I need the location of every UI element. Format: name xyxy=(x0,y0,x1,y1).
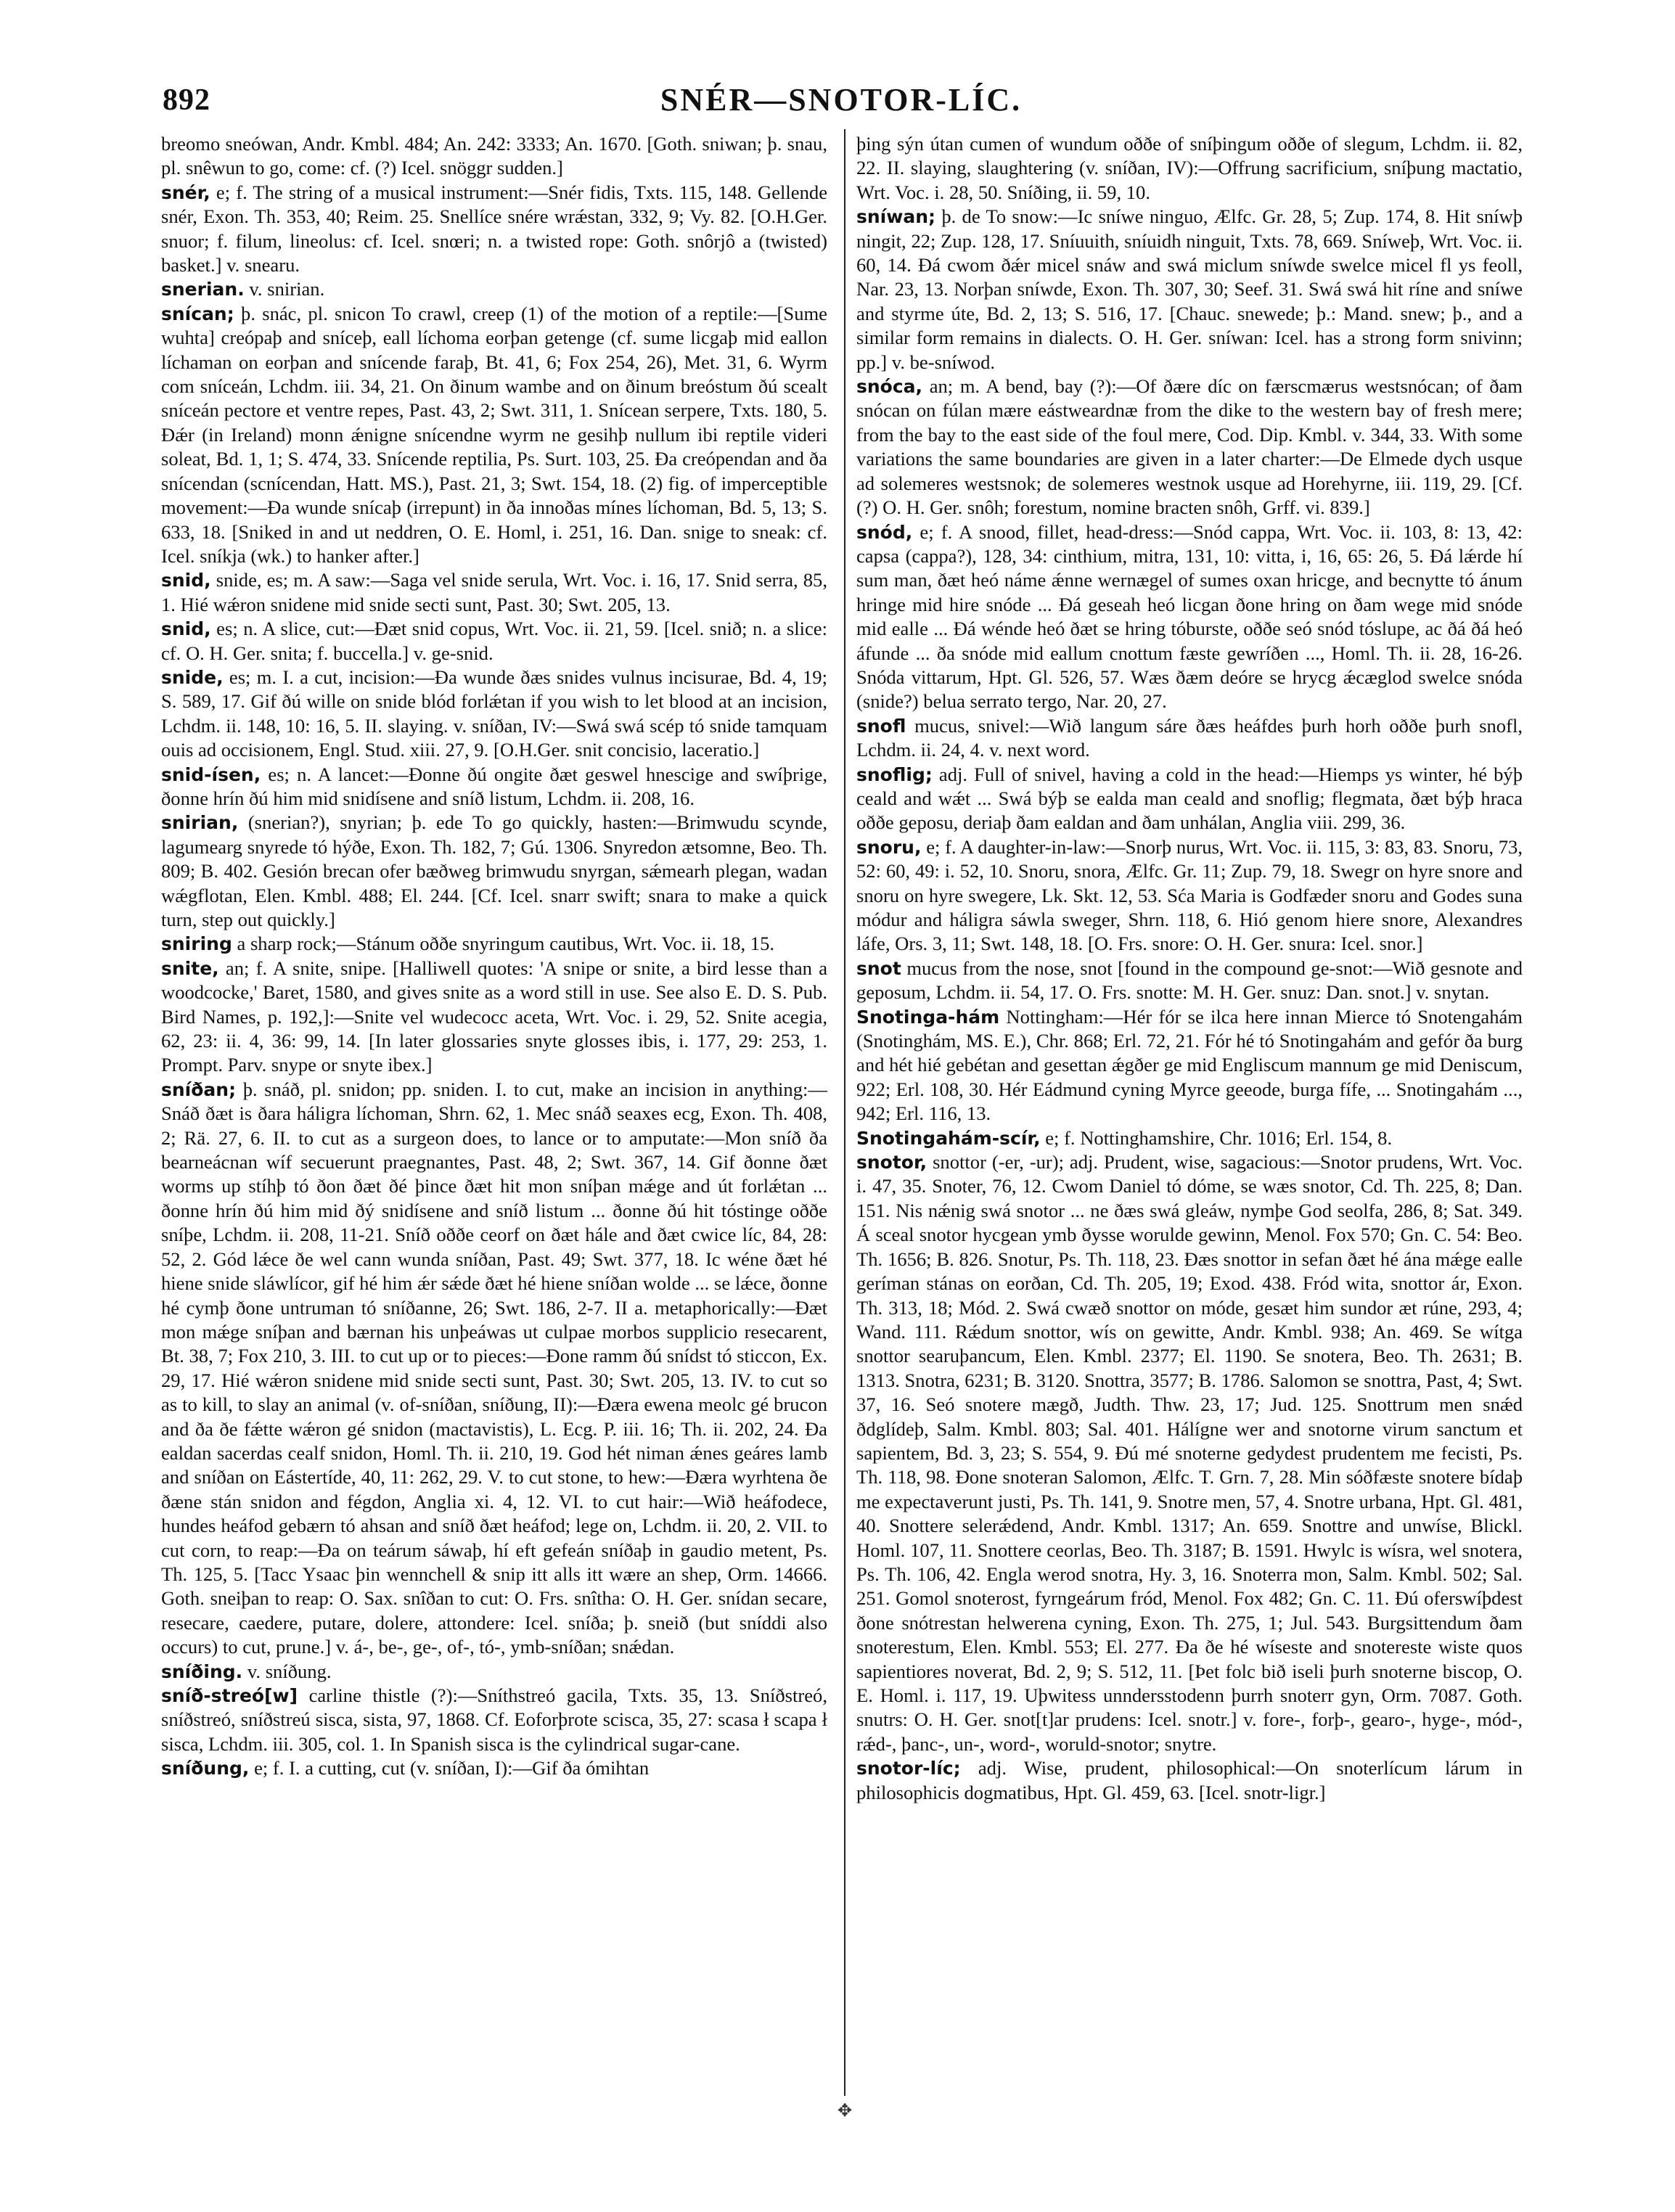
ornament-icon: ✥ xyxy=(837,2102,853,2121)
dictionary-entry xyxy=(856,835,1523,957)
entry-headword: sníðan; xyxy=(161,1078,237,1100)
entry-headword: snid-ísen, xyxy=(161,763,261,785)
entry-headword: snotor-líc; xyxy=(856,1758,961,1779)
entry-headword: Snotinga-hám xyxy=(856,1006,1000,1028)
entry-headword: snícan; xyxy=(161,303,234,324)
entry-text: v. sníðung. xyxy=(247,1660,332,1682)
entry-headword: snóca, xyxy=(856,376,923,398)
entry-headword: snid, xyxy=(161,618,211,640)
dictionary-entry xyxy=(161,132,827,181)
entry-text: e; f. The string of a musical instrument:—Snér fidis, Txts. 115, 148. Gellende snér, Exon. Th. 353, 40; Reim. 25. Snellíce snére wrǽstan, 332, 9; Vy. 82. [O.H.Ger. snuor; f. filum, lineolus: cf. Icel. snœri; n. a twisted rope: Goth. snôrjô a (twisted) basket.] v. snearu. xyxy=(161,181,827,276)
entry-text: e; f. A snood, fillet, head-dress:—Snód cappa, Wrt. Voc. ii. 103, 8: 13, 42: capsa (cappa?), 128, 34: cinthium, mitra, 131, 10: vitta, i, 16, 65: 26, 5. Ðá lǽrde hí sum man, ðæt heó náme ǽnne wernægel of sumes oxan hricge, and becnytte tó ánum hringe mid hire snóde ... Ðá geseah heó licgan ðone hring on ðam wege mid snóde mid ealle ... Ðá wénde heó ðæt se hring tóburste, oððe seó snód tóslupe, ac ðá ðá heó áfunde ... ða snóde mid eallum cnottum fæste gewríðen ..., Homl. Th. ii. 28, 16-26. Snóda vittarum, Hpt. Gl. 526, 57. Wæs ðæm deóre se hrycg ǽcæglod swelce snóda (snide?) belua serrato tergo, Nar. 20, 27. xyxy=(856,520,1523,713)
dictionary-entry xyxy=(161,1078,827,1660)
entry-text: þ. de To snow:—Ic sníwe ninguo, Ælfc. Gr. 28, 5; Zup. 174, 8. Hit sníwþ ningit, 22; Zup. 128, 17. Sníuuith, sníuidh ninguit, Txts. 78, 669. Sníweþ, Wrt. Voc. ii. 60, 14. Ðá cwom ðǽr micel snáw and swá miclum sníwde swelce micel fl ys feoll, Nar. 23, 13. Norþan sníwde, Exon. Th. 307, 30; Seef. 31. Swá swá hit ríne and sníwe and styrme úte, Bd. 2, 13; S. 516, 17. [Chauc. snewede; þ.: Mand. snew; þ., and a similar form remains in dialects. O. H. Ger. sníwan: Icel. has a strong form snivinn; pp.] v. be-sníwod. xyxy=(856,205,1523,373)
entry-headword: snirian, xyxy=(161,812,239,834)
dictionary-entry xyxy=(856,520,1523,714)
entry-text: mucus from the nose, snot [found in the compound ge-snot:—Wið gesnote and geposum, Lchdm. ii. 54, 17. O. Frs. snotte: M. H. Ger. snuz: Dan. snot.] v. snytan. xyxy=(856,957,1523,1004)
dictionary-entry xyxy=(856,374,1523,520)
entry-text: e; f. A daughter-in-law:—Snorþ nurus, Wrt. Voc. ii. 115, 3: 83, 83. Snoru, 73, 52: 60, 49: i. 52, 10. Snoru, snora, Ælfc. Gr. 11; Zup. 79, 18. Swegr on hyre snore and snoru on hyre swegere, Lk. Skt. 12, 53. Sća Maria is Godfæder snoru and Godes suna módur and háligra sáwla sweger, Shrn. 118, 6. Hió genom hiere snore, Alexandres láfe, Ors. 3, 11; Swt. 148, 18. [O. Frs. snore: O. H. Ger. snura: Icel. snor.] xyxy=(856,835,1523,955)
dictionary-entry xyxy=(161,302,827,568)
entry-text: snide, es; m. A saw:—Saga vel snide serula, Wrt. Voc. i. 16, 17. Snid serra, 85, 1. Hié wǽron snidene mid snide secti sunt, Past. 30; Swt. 205, 13. xyxy=(161,569,827,615)
dictionary-entry xyxy=(161,932,827,956)
dictionary-entry xyxy=(856,1756,1523,1805)
dictionary-entry xyxy=(161,665,827,763)
entry-text: es; m. I. a cut, incision:—Ða wunde ðæs snides vulnus incisurae, Bd. 4, 19; S. 589, 17. Gif ðú wille on snide blód forlǽtan if you wish to let blood at an incision, Lchdm. ii. 148, 10: 16, 5. II. slaying. v. sníðan, IV:—Swá swá scép tó snide tamquam ouis ad occisionem, Engl. Stud. xiii. 27, 9. [O.H.Ger. snit concisio, laceratio.] xyxy=(161,665,827,761)
entry-text: mucus, snivel:—Wið langum sáre ðæs heáfdes þurh horh oððe þurh snofl, Lchdm. ii. 24, 4. v. next word. xyxy=(856,714,1523,761)
left-column xyxy=(161,132,827,1781)
entry-text: an; m. A bend, bay (?):—Of ðære díc on færscmærus westsnócan; of ðam snócan on fúlan mære eástweardnæ from the dike to the western bay of fresh mere; from the bay to the east side of the foul mere, Cod. Dip. Kmbl. v. 344, 33. With some variations the same boundaries are given in a later charter:—De Elmede dych usque ad solemeres westsnok; de solemeres westnok usque ad Horehyrne, iii. 119, 29. [Cf. (?) O. H. Ger. snôh; forestum, nomine bracten snôh, Grff. vi. 839.] xyxy=(856,375,1523,519)
entry-text: þing sýn útan cumen of wundum oððe of sníþingum oððe of slegum, Lchdm. ii. 82, 22. II. slaying, slaughtering (v. sníðan, IV):—Offrung sacrificium, sníþung mactatio, Wrt. Voc. i. 28, 50. Sníðing, ii. 59, 10. xyxy=(856,133,1523,203)
entry-headword: sníwan; xyxy=(856,206,936,228)
entry-text: v. snirian. xyxy=(249,278,325,300)
dictionary-entry xyxy=(856,957,1523,1005)
dictionary-entry xyxy=(856,132,1523,205)
dictionary-entry xyxy=(161,1756,827,1780)
entry-headword: Snotingahám-scír, xyxy=(856,1127,1041,1149)
entry-headword: snid, xyxy=(161,570,211,591)
entry-headword: snód, xyxy=(856,521,913,543)
entry-headword: snér, xyxy=(161,181,210,203)
dictionary-entry xyxy=(161,277,827,301)
running-head: SNÉR—SNOTOR-LÍC. xyxy=(660,82,1023,118)
entry-text: þ. snáð, pl. snidon; pp. sniden. I. to cut, make an incision in anything:—Snáð ðæt is ðara háligra líchoman, Shrn. 62, 1. Mec snáð seaxes ecg, Exon. Th. 408, 2; Rä. 27, 6. II. to cut as a surgeon does, to lance or to amputate:—Mon sníð ða bearneácnan wíf secuerunt praegnantes, Past. 48, 2; Swt. 367, 14. Gif ðonne ðæt worms up stíhþ tó ðon ðæt ðé þince ðæt hit mon sníþan mǽge and út forlǽtan ... ðonne hrín ðú him mid ðý snidísene and sníð listum ... ðonne ðú hit tóstinge oððe sníþe, Lchdm. ii. 208, 11-21. Sníð oððe ceorf on ðæt hále and ðæt cwice líc, 84, 28: 52, 2. Gód lǽce ðe wel cann wunda sníðan, Past. 49; Swt. 377, 18. Ic wéne ðæt hé hiene snide sláwlícor, gif hé him ǽr sǽde ðæt hé hiene sníðan wolde ... se lǽce, ðonne hé cymþ ðone untruman tó sníðanne, 26; Swt. 186, 2-7. II a. metaphorically:—Ðæt mon mǽge sníþan and bærnan his unþeáwas ut culpae morbos supplicio resecarent, Bt. 38, 7; Fox 210, 3. III. to cut up or to pieces:—Ðone ramm ðú snídst tó sticcon, Ex. 29, 17. Hié wǽron snidene mid snide secti sunt, Past. 30; Swt. 205, 13. IV. to cut so as to kill, to slay an animal (v. of-sníðan, sníðung, II):—Ðæra ewena meolc gé brucon and ða ðe fǽtte wǽron gé snidon (mactavistis), L. Ecg. P. iii. 16; Th. ii. 202, 24. Ða ealdan sacerdas cealf snidon, Homl. Th. ii. 210, 19. God hét niman ǽnes geáres lamb and sníðan on Eástertíde, 40, 11: 262, 29. V. to cut stone, to hew:—Ðæra wyrhtena ðe ðæne stán snidon and fégdon, Anglia xi. 4, 12. VI. to cut hair:—Wið heáfodece, hundes heáfod gebærn tó ahsan and sníð ðæt heáfod; lege on, Lchdm. ii. 20, 2. VII. to cut corn, to reap:—Ða on teárum sáwaþ, hí eft gefeán sníðaþ in gaudio metent, Ps. Th. 125, 5. [Tacc Ysaac þin wennchell & snip itt alls itt wære an shep, Orm. 14666. Goth. sneiþan to reap: O. Sax. snîðan to cut: O. Frs. snîtha: O. H. Ger. snídan secare, resecare, caedere, putare, dolere, attondere: Icel. sníða; þ. sneið (but sníddi also occurs) to cut, prune.] v. á-, be-, ge-, of-, tó-, ymb-sníðan; snǽdan. xyxy=(161,1078,827,1658)
entry-text: an; f. A snite, snipe. [Halliwell quotes: 'A snipe or snite, a bird lesse than a woodcocke,' Baret, 1580, and gives snite as a word still in use. See also E. D. S. Pub. Bird Names, p. 192,]:—Snite vel wudecocc aceta, Wrt. Voc. i. 29, 52. Snite acegia, 62, 23: ii. 4, 36: 99, 14. [In later glossaries snyte glosses ibis, i. 177, 29: 253, 1. Prompt. Parv. snype or snyte ibex.] xyxy=(161,957,827,1076)
dictionary-entry xyxy=(856,1005,1523,1126)
entry-headword: snoru, xyxy=(856,836,922,858)
dictionary-entry xyxy=(161,181,827,278)
entry-text: adj. Full of snivel, having a cold in the head:—Hiemps ys winter, hé býþ ceald and wǽt ... Swá býþ se ealda man ceald and snoflig; flegmata, ðæt býþ hraca oððe geposu, deriaþ ðam ealdan and ðam unhálan, Anglia viii. 299, 36. xyxy=(856,763,1523,834)
dictionary-entry xyxy=(161,617,827,665)
entry-headword: snoflig; xyxy=(856,763,933,785)
entry-text: es; n. A lancet:—Ðonne ðú ongite ðæt geswel hnescige and swíþrige, ðonne hrín ðú him mid snidísene and sníð listum, Lchdm. ii. 208, 16. xyxy=(161,763,827,809)
entry-headword: snotor, xyxy=(856,1152,927,1173)
dictionary-entry xyxy=(856,205,1523,374)
entry-text: carline thistle (?):—Sníthstreó gacila, Txts. 35, 13. Sníðstreó, sníðstreó, sníðstreú sisca, sista, 97, 1868. Cf. Eoforþrote scisca, 35, 27: scasa ł scapa ł sisca, Lchdm. iii. 305, col. 1. In Spanish sisca is the cylindrical sugar-cane. xyxy=(161,1684,827,1755)
dictionary-entry xyxy=(856,1126,1523,1150)
entry-text: adj. Wise, prudent, philosophical:—On snoterlícum lárum in philosophicis dogmatibus, Hpt. Gl. 459, 63. [Icel. snotr-ligr.] xyxy=(856,1757,1523,1803)
entry-text: e; f. Nottinghamshire, Chr. 1016; Erl. 154, 8. xyxy=(1045,1126,1393,1149)
entry-text: (snerian?), snyrian; þ. ede To go quickly, hasten:—Brimwudu scynde, lagumearg snyrede tó hýðe, Exon. Th. 182, 7; Gú. 1306. Snyredon ætsomne, Beo. Th. 809; B. 402. Gesión brecan ofer bæðweg brimwudu snyrgan, sǽmearh plegan, wadan wǽgflotan, Elen. Kmbl. 488; El. 244. [Cf. Icel. snarr swift; snara to make a quick turn, step out quickly.] xyxy=(161,811,827,930)
entry-headword: snide, xyxy=(161,666,224,688)
entry-headword: snofl xyxy=(856,715,906,737)
dictionary-entry xyxy=(161,1684,827,1756)
entry-text: breomo sneówan, Andr. Kmbl. 484; An. 242: 3333; An. 1670. [Goth. sniwan; þ. snau, pl. snêwun to go, come: cf. (?) Icel. snöggr sudden.] xyxy=(161,133,827,179)
entry-text: a sharp rock;—Stánum oððe snyringum cautibus, Wrt. Voc. ii. 18, 15. xyxy=(237,933,775,955)
entry-headword: snite, xyxy=(161,957,219,979)
entry-text: Nottingham:—Hér fór se ilca here innan Mierce tó Snotengahám (Snotinghám, MS. E.), Chr. 868; Erl. 72, 21. Fór hé tó Snotingahám and gefór ða burg and hét hié gebétan and gesettan ǽgðer ge mid Engliscum mannum ge mid Deniscum, 922; Erl. 108, 30. Hér Eádmund cyning Myrce geeode, burga fífe, ... Snotingahám ..., 942; Erl. 116, 13. xyxy=(856,1005,1523,1125)
dictionary-entry xyxy=(856,763,1523,835)
entry-headword: sníðing. xyxy=(161,1660,243,1682)
dictionary-entry xyxy=(161,957,827,1078)
entry-headword: snot xyxy=(856,957,901,979)
dictionary-entry xyxy=(161,763,827,811)
entry-headword: sniring xyxy=(161,933,232,955)
column-divider xyxy=(844,129,845,2096)
dictionary-entry xyxy=(856,714,1523,763)
right-column xyxy=(856,132,1523,1805)
entry-headword: sníð-streó[w] xyxy=(161,1685,298,1706)
entry-text: snottor (-er, -ur); adj. Prudent, wise, sagacious:—Snotor prudens, Wrt. Voc. i. 47, 35. Snoter, 76, 12. Cwom Daniel tó dóme, se wæs snotor, Cd. Th. 225, 8; Dan. 151. Nis nǽnig swá snotor ... ne ðæs swá gleáw, nymþe God seolfa, 286, 8; Sat. 349. Á sceal snotor hycgean ymb ðysse worulde gewinn, Menol. Fox 570; Gn. C. 54: Beo. Th. 1656; B. 826. Snotur, Ps. Th. 118, 23. Ðæs snottor in sefan ðæt hé ána mǽge ealle geríman stánas on eorðan, Cd. Th. 205, 19; Exod. 438. Fród wita, snottor ár, Exon. Th. 313, 18; Mód. 2. Swá cwæð snottor on móde, gesæt him sundor æt rúne, 293, 4; Wand. 111. Rǽdum snottor, wís on gewitte, Andr. Kmbl. 938; An. 469. Se wítga snottor searuþancum, Elen. Kmbl. 2377; El. 1190. Se snotera, Beo. Th. 2631; B. 1313. Snotra, 6231; B. 3120. Snottra, 3577; B. 1786. Salomon se snottra, Past, 4; Swt. 37, 16. Seó snotere mægð, Judth. Thw. 23, 17; Jud. 125. Snottrum men snǽd ðdglídeþ, Salm. Kmbl. 803; Sal. 401. Hálígne wer and snotorne virum sanctum et sapientem, Bd. 3, 23; S. 554, 9. Ðú mé snoterne gedydest prudentem me fecisti, Ps. Th. 118, 98. Ðone snoteran Salomon, Ælfc. T. Grn. 7, 28. Min sóðfæste snotere bídaþ me expectaverunt justi, Ps. Th. 141, 9. Snotre men, 57, 4. Snotre urbana, Hpt. Gl. 481, 40. Snottere selerǽdend, Andr. Kmbl. 1317; An. 659. Snottre and unwíse, Blickl. Homl. 107, 11. Snottere ceorlas, Beo. Th. 3187; B. 1591. Hwylc is wísra, wel snotera, Ps. Th. 106, 42. Engla werod snotra, Hy. 3, 16. Snoterra mon, Salm. Kmbl. 502; Sal. 251. Gomol snoterost, fyrngeárum fród, Menol. Fox 482; Gn. C. 11. Ðú oferswíþdest ðone snótrestan helwerena cyning, Exon. Th. 275, 1; Jul. 543. Burgsittendum ðam snoterestum, Elen. Kmbl. 553; El. 277. Ða ðe hé wíseste and snotereste wiste quos sapientiores noverat, Bd. 2, 9; S. 512, 11. [Þet folc bið iseli þurh snoterne biscop, O. E. Homl. i. 117, 19. Uþwitess unndersstodenn þurrh snoterr gyn, Orm. 7087. Goth. snutrs: O. H. Ger. snot[t]ar prudens: Icel. snotr.] v. fore-, forþ-, gearo-, hyge-, mód-, rǽd-, þanc-, un-, word-, woruld-snotor; snytre. xyxy=(856,1151,1523,1755)
dictionary-entry xyxy=(161,811,827,932)
entry-headword: sníðung, xyxy=(161,1758,250,1779)
dictionary-entry xyxy=(856,1150,1523,1756)
dictionary-entry xyxy=(161,1660,827,1684)
entry-text: þ. snác, pl. snicon To crawl, creep (1) of the motion of a reptile:—[Sume wuhta] creópaþ and sníceþ, eall líchoma eorþan getenge (cf. sume licgaþ mid eallon líchaman on eorþan and snícende faraþ, Bt. 41, 6; Fox 254, 26), Met. 31, 6. Wyrm com sníceán, Lchdm. iii. 34, 21. On ðinum wambe and on ðinum breóstum ðú scealt sníceán pectore et ventre repes, Past. 43, 2; Swt. 311, 1. Snícean serpere, Txts. 180, 5. Ðǽr (in Ireland) monn ǽnigne snícendne wyrm ne gesihþ nullum ibi reptile videri soleat, Bd. 1, 1; S. 474, 33. Snícende reptilia, Ps. Surt. 103, 25. Ða creópendan and ða snícendan (scnícendan, Hatt. MS.), Past. 21, 3; Swt. 154, 18. (2) fig. of imperceptible movement:—Ða wunde snícaþ (irrepunt) in ða innoðas mínes líchoman, Bd. 5, 13; S. 633, 18. [Sniked in and ut neddren, O. E. Homl, i. 251, 16. Dan. snige to sneak: cf. Icel. sníkja (wk.) to hanker after.] xyxy=(161,302,827,567)
page-number: 892 xyxy=(163,83,210,117)
page-header xyxy=(163,78,1520,123)
dictionary-entry xyxy=(161,568,827,617)
entry-text: es; n. A slice, cut:—Ðæt snid copus, Wrt. Voc. ii. 21, 59. [Icel. snið; n. a slice: cf. O. H. Ger. snita; f. buccella.] v. ge-snid. xyxy=(161,618,827,664)
entry-text: e; f. I. a cutting, cut (v. sníðan, I):—Gif ða ómihtan xyxy=(254,1757,650,1779)
entry-headword: snerian. xyxy=(161,279,245,300)
